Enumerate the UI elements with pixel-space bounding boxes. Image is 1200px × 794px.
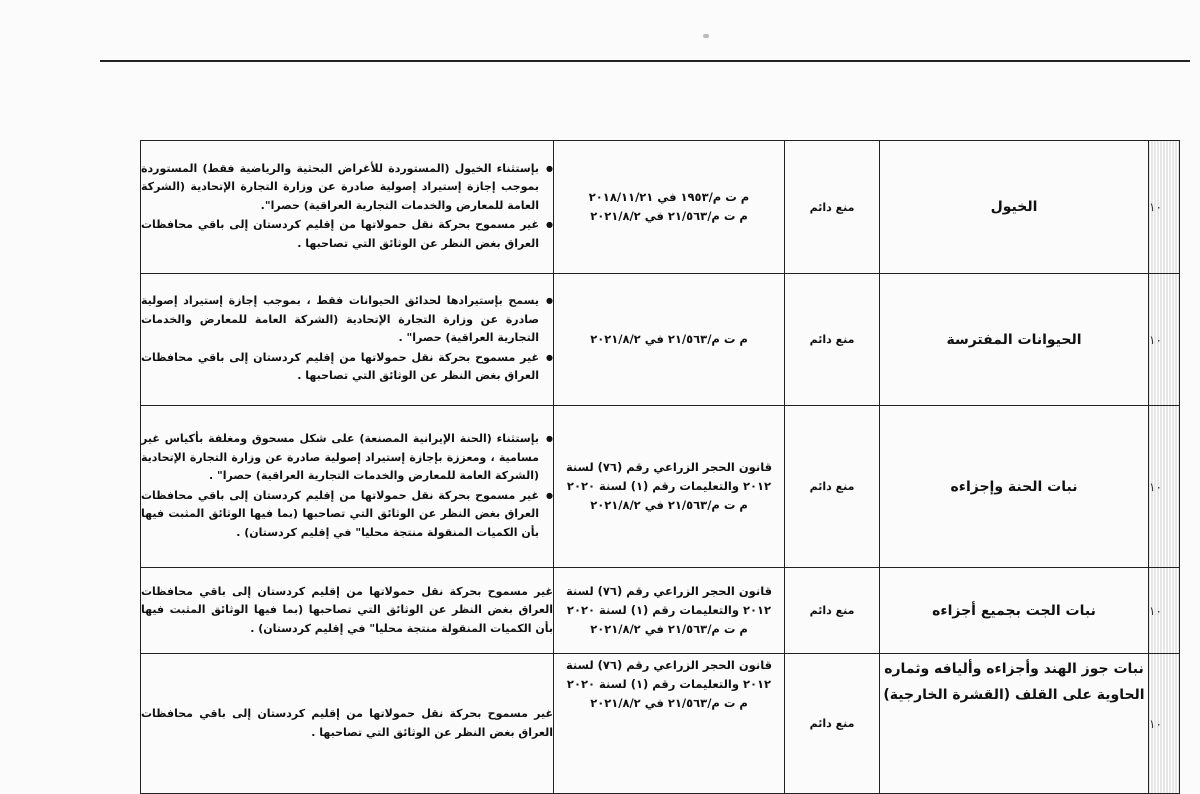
ban-type: منع دائم: [785, 568, 880, 654]
law-line: ٢٠١٢ والتعليمات رقم (١) لسنة ٢٠٢٠: [566, 603, 772, 617]
item-name: نبات الحنة وإجزاءه: [880, 406, 1149, 568]
table-row: [141, 274, 1180, 406]
notes: [141, 568, 554, 654]
note-item: ● يسمح بإستيرادها لحدائق الحيوانات فقط ، بموجب إجازة إستيراد إصولية صادرة عن وزارة التجارة الإتحادية (الشركة العامة للمعارض والخدمات التجارية العراقية) حصرا" .: [141, 292, 539, 348]
legal-reference: [554, 141, 785, 274]
law-line: ٢٠١٢ والتعليمات رقم (١) لسنة ٢٠٢٠: [566, 677, 772, 691]
law-line: م ت م/١٩٥٣ في ٢٠١٨/١١/٢١: [588, 190, 750, 204]
row-number: ١٠: [1149, 654, 1180, 794]
row-number: ١٠: [1149, 141, 1180, 274]
notes: [141, 141, 554, 274]
note-item: ● بإستثناء الخيول (المستوردة للأغراض البحثية والرياضية فقط) المستوردة بموجب إجازة إستيراد إصولية صادرة عن وزارة التجارة الإتحادية (الشركة العامة للمعارض والخدمات التجارية العراقية) حصرا".: [141, 160, 539, 216]
law-line: قانون الحجر الزراعي رقم (٧٦) لسنة: [565, 658, 773, 672]
note-text: غير مسموح بحركة نقل حمولاتها من إقليم كردستان إلى باقي محافظات العراق بغض النظر عن الوثائق التي تصاحبها .: [141, 707, 553, 739]
row-number: ١٠: [1149, 406, 1180, 568]
regulations-table: [140, 140, 1180, 794]
row-number: ١٠: [1149, 274, 1180, 406]
item-name: نبات الجت بجميع أجزاءه: [880, 568, 1149, 654]
law-line: قانون الحجر الزراعي رقم (٧٦) لسنة: [565, 584, 773, 598]
notes: [141, 406, 554, 568]
law-line: م ت م/٢١/٥٦٣ في ٢٠٢١/٨/٢: [590, 622, 748, 636]
law-line: م ت م/٢١/٥٦٣ في ٢٠٢١/٨/٢: [590, 332, 748, 346]
note-item: ● غير مسموح بحركة نقل حمولاتها من إقليم كردستان إلى باقي محافظات العراق بغض النظر عن الوثائق التي تصاحبها .: [141, 349, 539, 386]
ban-type: منع دائم: [785, 274, 880, 406]
law-line: م ت م/٢١/٥٦٣ في ٢٠٢١/٨/٢: [590, 696, 748, 710]
law-line: م ت م/٢١/٥٦٣ في ٢٠٢١/٨/٢: [590, 498, 748, 512]
ban-type: منع دائم: [785, 654, 880, 794]
note-text: غير مسموح بحركة نقل حمولاتها من إقليم كردستان إلى باقي محافظات العراق بغض النظر عن الوثائق التي تصاحبها (بما فيها الوثائق المثبت فيها بأن الكميات المنقولة منتجة محليا" في إقليم كردستان) .: [141, 584, 553, 635]
notes: [141, 274, 554, 406]
header-rule: [100, 60, 1190, 62]
table-row: [141, 654, 1180, 794]
note-item: ● بإستثناء (الحنة الإيرانية المصنعة) على شكل مسحوق ومغلفة بأكياس غير مسامية ، ومعززة بإجازة إستيراد إصولية صادرة عن وزارة التجارة الإتحادية (الشركة العامة للمعارض والخدمات التجارية العراقية) حصرا" .: [141, 430, 539, 486]
legal-reference: [554, 274, 785, 406]
legal-reference: [554, 406, 785, 568]
table-row: [141, 141, 1180, 274]
table-row: [141, 406, 1180, 568]
note-item: ● غير مسموح بحركة نقل حمولاتها من إقليم كردستان إلى باقي محافظات العراق بغض النظر عن الوثائق التي تصاحبها (بما فيها الوثائق المثبت فيها بأن الكميات المنقولة منتجة محليا" في إقليم كردستان) .: [141, 487, 539, 543]
legal-reference: [554, 568, 785, 654]
row-number: ١٠: [1149, 568, 1180, 654]
law-line: ٢٠١٢ والتعليمات رقم (١) لسنة ٢٠٢٠: [566, 479, 772, 493]
table-row: [141, 568, 1180, 654]
ban-type: منع دائم: [785, 141, 880, 274]
law-line: م ت م/٢١/٥٦٣ في ٢٠٢١/٨/٢: [590, 209, 748, 223]
item-name: الخيول: [880, 141, 1149, 274]
legal-reference: [554, 654, 785, 794]
law-line: قانون الحجر الزراعي رقم (٧٦) لسنة: [565, 460, 773, 474]
note-item: ● غير مسموح بحركة نقل حمولاتها من إقليم كردستان إلى باقي محافظات العراق بغض النظر عن الوثائق التي تصاحبها .: [141, 216, 539, 253]
item-name: الحيوانات المفترسة: [880, 274, 1149, 406]
scan-speck: [703, 34, 709, 38]
ban-type: منع دائم: [785, 406, 880, 568]
item-name: نبات جوز الهند وأجزاءه وأليافه وثماره الحاوية على القلف (القشرة الخارجية): [880, 654, 1149, 794]
notes: [141, 654, 554, 794]
